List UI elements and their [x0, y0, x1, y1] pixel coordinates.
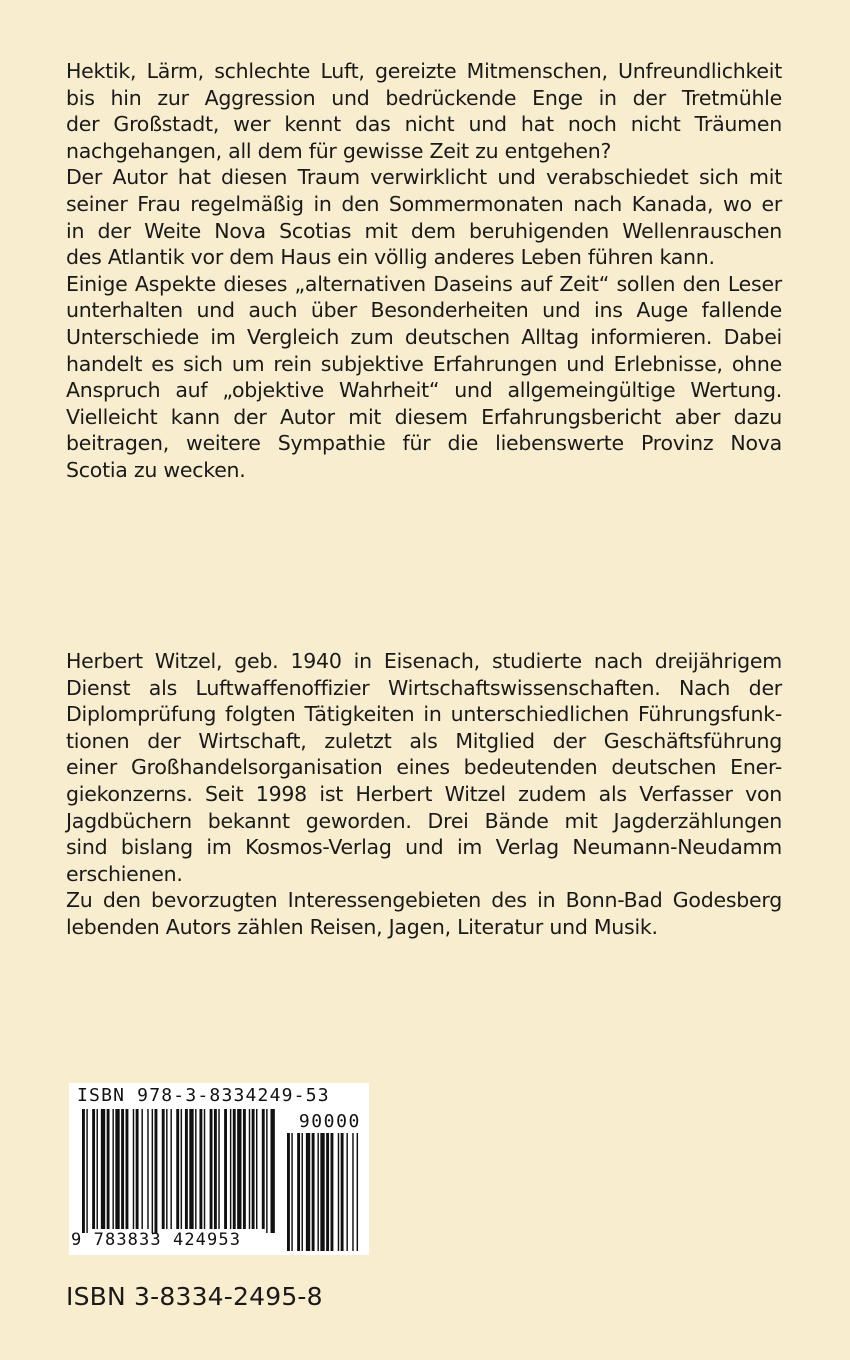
blurb-line: seiner Frau regelmäßig in den Sommermonaten nach Kanada, wo er — [66, 191, 782, 216]
blurb-line: Anspruch auf „objektive Wahrheit“ und allgemeingültige Wertung. — [66, 378, 782, 403]
barcode-bar — [141, 1109, 142, 1229]
barcode-bar — [133, 1109, 134, 1229]
blurb-line: Scotia zu wecken. — [66, 457, 246, 482]
barcode — [69, 1083, 369, 1255]
bio-line: tionen der Wirtschaft, zuletzt als Mitglied der Geschäftsführung — [66, 728, 782, 753]
bio-line: sind bislang im Kosmos-Verlag und im Verlag Neumann-Neudamm — [66, 835, 782, 860]
bio-line: Dienst als Luftwaffenoffizier Wirtschaftswissenschaften. Nach der — [66, 675, 782, 700]
barcode-bar — [291, 1133, 292, 1251]
blurb-line: beitragen, weitere Sympathie für die liebenswerte Provinz Nova — [66, 431, 782, 456]
barcode-bar — [162, 1109, 165, 1229]
barcode-bar — [86, 1109, 87, 1233]
barcode-bar — [256, 1109, 257, 1229]
barcode-bar — [199, 1109, 202, 1229]
blurb-line: Vielleicht kann der Autor mit diesem Erfahrungsbericht aber dazu — [66, 404, 782, 429]
bio-line: Zu den bevorzugten Interessengebieten des in Bonn-Bad Godesberg — [66, 888, 782, 913]
barcode-bar — [233, 1109, 236, 1229]
bio-line: Diplomprüfung folgten Tätigkeiten in unterschiedlichen Führungsfunk- — [66, 702, 782, 727]
bio-line: Jagdbüchern bekannt geworden. Drei Bände mit Jagderzählungen — [66, 808, 782, 833]
bio-line: Herbert Witzel, geb. 1940 in Eisenach, studierte nach dreijährigem — [66, 649, 782, 673]
barcode-bar — [249, 1109, 250, 1229]
barcode-bar — [126, 1109, 129, 1229]
barcode-bar — [185, 1109, 188, 1229]
blurb-line: unterhalten und auch über Besonderheiten und ins Auge fallende — [66, 298, 782, 323]
barcode-bar — [266, 1109, 267, 1233]
barcode-bar — [166, 1109, 167, 1229]
barcode-bar — [214, 1109, 217, 1229]
barcode-bar — [92, 1109, 95, 1229]
barcode-bar — [262, 1109, 265, 1229]
barcode-bar — [331, 1133, 334, 1251]
barcode-bar — [195, 1109, 196, 1229]
barcode-bar — [341, 1133, 344, 1251]
barcode-bar — [218, 1109, 219, 1229]
blurb-line: Der Autor hat diesen Traum verwirklicht und verabschiedet sich mit — [66, 165, 782, 190]
barcode-bar — [352, 1133, 353, 1251]
barcode-bar — [271, 1109, 275, 1233]
barcode-bar — [181, 1109, 182, 1229]
barcode-bar — [101, 1109, 105, 1229]
barcode-bar — [243, 1109, 246, 1229]
blurb-line: Unterschiede im Vergleich zum deutschen Alltag informieren. Dabei — [66, 324, 782, 349]
isbn13-label: ISBN 978-3-8334249-53 — [77, 1085, 330, 1106]
blurb-line: der Großstadt, wer kennt das nicht und hat noch nicht Träumen — [66, 112, 782, 137]
barcode-bar — [287, 1133, 290, 1251]
barcode-bar — [210, 1109, 213, 1229]
blurb-line: des Atlantik vor dem Haus ein völlig anderes Leben führen kann. — [66, 245, 715, 270]
barcode-bar — [82, 1109, 85, 1233]
barcode-bar — [204, 1109, 205, 1229]
barcode-bar — [170, 1109, 171, 1229]
blurb-line: nachgehangen, all dem für gewisse Zeit zu entgehen? — [66, 138, 612, 163]
barcode-bar — [252, 1109, 255, 1229]
barcode-bar — [320, 1133, 324, 1251]
barcode-bar — [107, 1109, 110, 1229]
blurb-line: in der Weite Nova Scotias mit dem beruhigenden Wellenrauschen — [66, 218, 782, 243]
barcode-bar — [115, 1109, 119, 1229]
barcode-bar — [317, 1133, 318, 1251]
barcode-bar — [155, 1109, 158, 1233]
barcode-bar — [346, 1133, 347, 1251]
author-bio — [66, 648, 782, 941]
barcode-bar — [357, 1133, 358, 1251]
bio-line: giekonzerns. Seit 1998 ist Herbert Witzel zudem als Verfasser von — [66, 781, 782, 806]
barcode-bar — [326, 1133, 329, 1251]
barcode-bar — [112, 1109, 113, 1229]
isbn10: ISBN 3-8334-2495-8 — [66, 1282, 323, 1311]
blurb-line: Einige Aspekte dieses „alternativen Daseins auf Zeit“ sollen den Leser — [66, 271, 782, 296]
price-code: 90000 — [298, 1111, 361, 1132]
barcode-bar — [136, 1109, 139, 1229]
barcode-bar — [302, 1133, 303, 1251]
barcode-bar — [338, 1133, 339, 1251]
barcode-bar — [237, 1109, 241, 1229]
blurb-text — [66, 58, 782, 484]
barcode-bar — [312, 1133, 315, 1251]
blurb-line: bis hin zur Aggression und bedrückende Enge in der Tretmühle — [66, 85, 782, 110]
bio-line: erschienen. — [66, 861, 183, 886]
ean-digits: 9 783833 424953 — [71, 1230, 242, 1250]
barcode-bar — [297, 1133, 300, 1251]
barcode-bar — [230, 1109, 231, 1229]
bio-line: lebenden Autors zählen Reisen, Jagen, Literatur und Musik. — [66, 914, 658, 939]
barcode-bar — [189, 1109, 193, 1229]
barcode-bar — [121, 1109, 124, 1229]
barcode-bar — [224, 1109, 227, 1229]
blurb-line: handelt es sich um rein subjektive Erfahrungen und Erlebnisse, ohne — [66, 351, 782, 376]
barcode-bar — [147, 1109, 148, 1229]
barcode-bar — [306, 1133, 310, 1251]
barcode-bar — [152, 1109, 153, 1233]
blurb-line: Hektik, Lärm, schlechte Luft, gereizte Mitmenschen, Unfreundlichkeit — [66, 59, 782, 83]
barcode-bar — [97, 1109, 98, 1229]
barcode-bar — [176, 1109, 179, 1229]
bio-line: einer Großhandelsorganisation eines bedeutenden deutschen Ener- — [66, 755, 782, 780]
